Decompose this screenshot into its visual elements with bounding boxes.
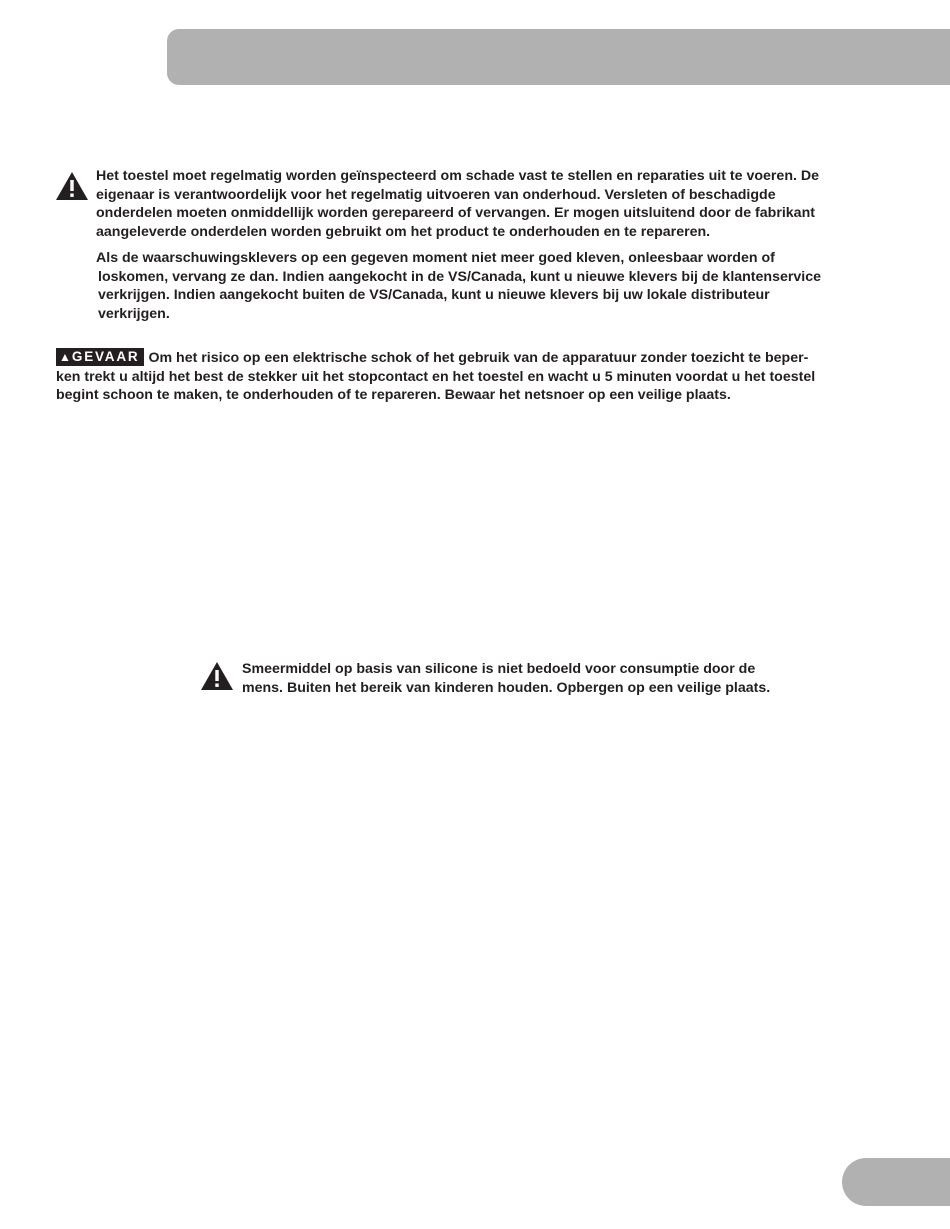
text-line: aangeleverde onderdelen worden gebruikt om het product te onderhouden en te repareren. (96, 223, 711, 240)
text-line (56, 348, 896, 368)
text-line: mens. Buiten het bereik van kinderen houden. Opbergen op een veilige plaats. (242, 679, 771, 696)
warning-triangle-icon (200, 661, 234, 691)
text-line: Smeermiddel op basis van silicone is niet bedoeld voor consumptie door de (242, 661, 756, 677)
danger-line: Om het risico op een elektrische schok of het gebruik van de apparatuur zonder toezicht te beper- (148, 350, 809, 366)
maintenance-paragraph (96, 167, 896, 241)
danger-paragraph (56, 348, 896, 405)
text-line: eigenaar is verantwoordelijk voor het regelmatig uitvoeren van onderhoud. Versleten of beschadigde (96, 186, 776, 203)
text-line: begint schoon te maken, te onderhouden of te repareren. Bewaar het netsnoer op een veilige plaats. (56, 387, 731, 404)
warning-triangle-icon: ▲ (59, 350, 71, 364)
header-bar (167, 29, 950, 85)
sticker-paragraph (96, 249, 896, 323)
danger-badge-label: GEVAAR (71, 349, 140, 364)
lubricant-paragraph (242, 660, 862, 697)
text-line: Het toestel moet regelmatig worden geïnspecteerd om schade vast te stellen en reparaties uit te voeren. De (96, 168, 820, 184)
page-number-tab (842, 1158, 950, 1206)
text-line: ken trekt u altijd het best de stekker uit het stopcontact en het toestel en wacht u 5 minuten voordat u het toestel (56, 368, 816, 385)
text-line: loskomen, vervang ze dan. Indien aangekocht in de VS/Canada, kunt u nieuwe klevers bij de klantenservice (98, 268, 822, 285)
text-line: verkrijgen. (98, 305, 170, 322)
text-line: verkrijgen. Indien aangekocht buiten de VS/Canada, kunt u nieuwe klevers bij uw lokale distributeur (98, 287, 770, 304)
warning-triangle-icon (55, 171, 89, 201)
text-line: Als de waarschuwingsklevers op een gegeven moment niet meer goed kleven, onleesbaar worden of (96, 250, 775, 266)
danger-badge (56, 348, 144, 366)
text-line: onderdelen moeten onmiddellijk worden gerepareerd of vervangen. Er mogen uitsluitend door de fabrikant (96, 205, 815, 222)
